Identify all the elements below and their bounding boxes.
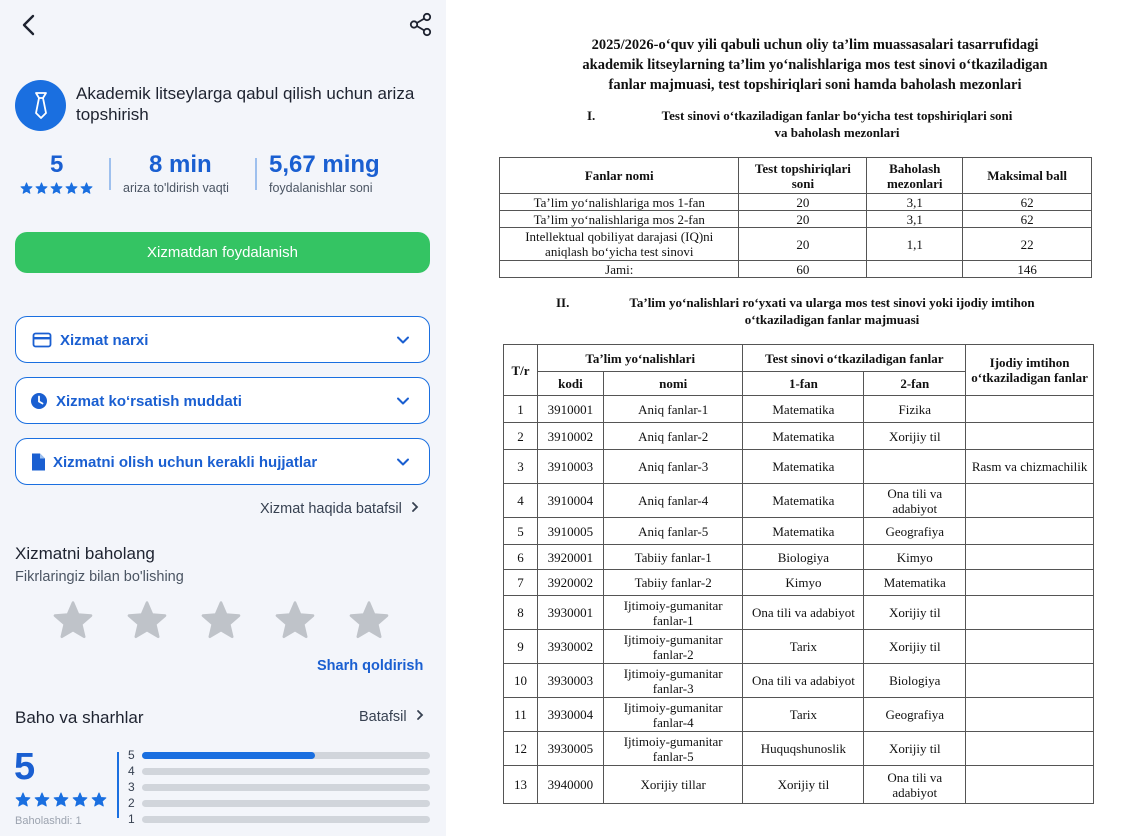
accordion-duration[interactable] — [15, 377, 430, 424]
reviews-more-link[interactable] — [359, 709, 425, 725]
chevron-right-icon — [410, 501, 420, 513]
document-title — [490, 35, 1130, 95]
top-bar — [0, 0, 446, 50]
chevron-down-icon — [395, 332, 411, 348]
service-details-link[interactable] — [260, 501, 420, 517]
stat-divider — [255, 158, 257, 190]
section-2-number: II. — [556, 295, 570, 310]
distribution-label: 1 — [128, 812, 135, 826]
star-icon — [200, 600, 242, 642]
time-label: ariza to'ldirish vaqti — [123, 181, 229, 195]
use-service-button[interactable]: Xizmatdan foydalanish — [15, 232, 430, 273]
star-icon — [65, 182, 78, 195]
cell: 62 — [963, 194, 1092, 211]
table-row — [504, 596, 1094, 630]
table-header-row — [504, 345, 1094, 372]
section-1-number: I. — [587, 108, 596, 123]
cell: 20 — [739, 194, 867, 211]
table-row — [504, 766, 1094, 804]
cell: Matematika — [743, 484, 864, 518]
rate-star-3[interactable] — [200, 600, 244, 642]
cell: 6 — [504, 545, 538, 570]
cell: 5 — [504, 518, 538, 545]
cell: 3,1 — [867, 211, 963, 228]
stat-rating — [20, 150, 93, 195]
cell: 3930004 — [537, 698, 603, 732]
rate-stars — [52, 600, 402, 644]
distribution-row — [128, 796, 433, 812]
header-task-count: Test topshiriqlari soni — [739, 158, 867, 194]
section-2-heading — [592, 294, 1072, 328]
table-row — [504, 396, 1094, 423]
cell: Huquqshunoslik — [743, 732, 864, 766]
heading-line: o‘tkaziladigan fanlar majmuasi — [744, 312, 920, 327]
cell: Matematika — [743, 396, 864, 423]
cell: 13 — [504, 766, 538, 804]
heading-line: va baholash mezonlari — [774, 125, 900, 140]
cell: 1 — [504, 396, 538, 423]
table-row — [500, 211, 1092, 228]
cell: Xorijiy til — [864, 596, 966, 630]
heading-line: Ta’lim yo‘nalishlari ro‘yxati va ularga mos test sinovi yoki ijodiy imtihon — [629, 295, 1035, 310]
usage-value: 5,67 ming — [269, 151, 380, 178]
header-tr: T/r — [504, 345, 538, 396]
service-title: Akademik litseylarga qabul qilish uchun ariza topshirish — [76, 84, 415, 124]
accordion-label: Xizmatni olish uchun kerakli hujjatlar — [53, 454, 318, 471]
stat-usage — [269, 150, 380, 195]
cell: 3 — [504, 450, 538, 484]
cell: Ijtimoiy-gumanitar fanlar-5 — [603, 732, 743, 766]
header-subjects: Fanlar nomi — [500, 158, 739, 194]
cell: 12 — [504, 732, 538, 766]
header-fan2: 2-fan — [864, 372, 966, 396]
cell: 3910005 — [537, 518, 603, 545]
cell: 3910002 — [537, 423, 603, 450]
cell: Tarix — [743, 698, 864, 732]
reviews-more-label: Batafsil — [359, 709, 407, 725]
test-criteria-table — [499, 157, 1092, 278]
share-icon[interactable] — [406, 10, 436, 40]
average-score: 5 — [14, 746, 36, 788]
cell: Ijtimoiy-gumanitar fanlar-2 — [603, 630, 743, 664]
card-icon — [32, 331, 52, 349]
cell — [966, 664, 1094, 698]
table-row — [504, 732, 1094, 766]
cell: 3910004 — [537, 484, 603, 518]
table-row — [504, 570, 1094, 596]
distribution-bar — [142, 768, 430, 775]
reviews-title: Baho va sharhlar — [15, 708, 144, 727]
rate-star-1[interactable] — [52, 600, 96, 642]
cell: Ona tili va adabiyot — [864, 766, 966, 804]
star-icon — [80, 182, 93, 195]
leave-comment-link[interactable]: Sharh qoldirish — [317, 658, 424, 674]
cell: Fizika — [864, 396, 966, 423]
distribution-row — [128, 812, 433, 828]
accordion-label: Xizmat narxi — [60, 332, 149, 349]
accordion-documents[interactable] — [15, 438, 430, 485]
cell: Aniq fanlar-4 — [603, 484, 743, 518]
cell: Xorijiy tillar — [603, 766, 743, 804]
table-row — [504, 664, 1094, 698]
cell: 9 — [504, 630, 538, 664]
cell: Xorijiy til — [743, 766, 864, 804]
cell — [966, 570, 1094, 596]
cell: Xorijiy til — [864, 423, 966, 450]
cell — [864, 450, 966, 484]
cell: Tarix — [743, 630, 864, 664]
rate-title: Xizmatni baholang — [15, 544, 155, 563]
cell: 60 — [739, 261, 867, 278]
rate-star-5[interactable] — [348, 600, 392, 642]
cell: 20 — [739, 211, 867, 228]
cell: Matematika — [864, 570, 966, 596]
cell: 62 — [963, 211, 1092, 228]
service-details-label: Xizmat haqida batafsil — [260, 501, 402, 517]
cell: 3930003 — [537, 664, 603, 698]
cell: Intellektual qobiliyat darajasi (IQ)ni aniqlash bo‘yicha test sinovi — [500, 228, 739, 261]
cell: Tabiiy fanlar-1 — [603, 545, 743, 570]
average-stars — [15, 792, 107, 808]
distribution-row — [128, 748, 433, 764]
rate-star-2[interactable] — [126, 600, 170, 642]
cell: Ona tili va adabiyot — [743, 664, 864, 698]
cell — [966, 766, 1094, 804]
cell: 2 — [504, 423, 538, 450]
cell: Matematika — [743, 450, 864, 484]
cell: 3930002 — [537, 630, 603, 664]
distribution-row — [128, 780, 433, 796]
table-row — [504, 484, 1094, 518]
table-row — [500, 194, 1092, 211]
title-line: fanlar majmuasi, test topshiriqlari soni hamda baholash mezonlari — [608, 77, 1022, 93]
cell: Geografiya — [864, 518, 966, 545]
cell: 10 — [504, 664, 538, 698]
cell: 3920002 — [537, 570, 603, 596]
distribution-bar — [142, 816, 430, 823]
title-line: 2025/2026-o‘quv yili qabuli uchun oliy ta’lim muassasalari tasarrufidagi — [591, 37, 1039, 53]
header-test-subjects: Test sinovi o‘tkaziladigan fanlar — [743, 345, 966, 372]
cell — [966, 518, 1094, 545]
chevron-down-icon — [395, 393, 411, 409]
cell — [966, 630, 1094, 664]
cell: Ta’lim yo‘nalishlariga mos 2-fan — [500, 211, 739, 228]
distribution-bar — [142, 784, 430, 791]
cell — [966, 545, 1094, 570]
cell: Tabiiy fanlar-2 — [603, 570, 743, 596]
cell: Matematika — [743, 518, 864, 545]
rating-distribution — [128, 748, 433, 828]
section-1-heading — [622, 107, 1052, 141]
distribution-fill — [142, 752, 315, 759]
cell: 4 — [504, 484, 538, 518]
table-row — [504, 423, 1094, 450]
cell — [867, 261, 963, 278]
cell — [966, 484, 1094, 518]
cell: Xorijiy til — [864, 732, 966, 766]
cell: Biologiya — [864, 664, 966, 698]
title-line: akademik litseylarning ta’lim yo‘nalishlariga mos test sinovi o‘tkaziladigan — [582, 57, 1048, 73]
cell — [966, 596, 1094, 630]
back-icon[interactable] — [14, 10, 44, 40]
stat-divider — [109, 158, 111, 190]
cell — [966, 732, 1094, 766]
table-header-row — [500, 158, 1092, 194]
cell: 1,1 — [867, 228, 963, 261]
star-icon — [35, 182, 48, 195]
star-icon — [348, 600, 390, 642]
table-row — [504, 450, 1094, 484]
cell: Aniq fanlar-3 — [603, 450, 743, 484]
star-icon — [52, 600, 94, 642]
document-icon — [29, 453, 49, 471]
cell — [966, 396, 1094, 423]
service-logo — [15, 80, 66, 131]
star-icon — [72, 792, 88, 808]
star-icon — [20, 182, 33, 195]
header-code: kodi — [537, 372, 603, 396]
cell: 11 — [504, 698, 538, 732]
directions-table — [503, 344, 1094, 804]
distribution-label: 5 — [128, 748, 135, 762]
cell: Biologiya — [743, 545, 864, 570]
table-row — [500, 228, 1092, 261]
cell: 3920001 — [537, 545, 603, 570]
table-total-row — [500, 261, 1092, 278]
service-header — [15, 78, 435, 134]
cell: 3910003 — [537, 450, 603, 484]
star-icon — [91, 792, 107, 808]
cell: 20 — [739, 228, 867, 261]
table-row — [504, 630, 1094, 664]
cell: Aniq fanlar-5 — [603, 518, 743, 545]
cell: Ta’lim yo‘nalishlariga mos 1-fan — [500, 194, 739, 211]
chevron-right-icon — [415, 709, 425, 721]
star-icon — [15, 792, 31, 808]
cell: 22 — [963, 228, 1092, 261]
tie-icon — [28, 91, 54, 121]
cell: Xorijiy til — [864, 630, 966, 664]
cell: 146 — [963, 261, 1092, 278]
cell: Rasm va chizmachilik — [966, 450, 1094, 484]
accordion-label: Xizmat ko‘rsatish muddati — [56, 393, 242, 410]
cell: 3910001 — [537, 396, 603, 423]
table-row — [504, 698, 1094, 732]
table-row — [504, 518, 1094, 545]
cell: Kimyo — [743, 570, 864, 596]
document-page — [446, 0, 1130, 836]
star-icon — [53, 792, 69, 808]
cell: Ona tili va adabiyot — [864, 484, 966, 518]
cell: 3930005 — [537, 732, 603, 766]
star-icon — [274, 600, 316, 642]
usage-label: foydalanishlar soni — [269, 181, 373, 195]
star-icon — [50, 182, 63, 195]
header-criteria: Baholash mezonlari — [867, 158, 963, 194]
cell: Jami: — [500, 261, 739, 278]
distribution-row — [128, 764, 433, 780]
rate-subtitle: Fikrlaringiz bilan bo'lishing — [15, 569, 184, 585]
rating-value: 5 — [50, 151, 64, 178]
score-divider — [117, 752, 119, 818]
service-stats — [0, 150, 446, 200]
time-value: 8 min — [149, 151, 212, 178]
cell: 3930001 — [537, 596, 603, 630]
cell: Ijtimoiy-gumanitar fanlar-1 — [603, 596, 743, 630]
accordion-price[interactable] — [15, 316, 430, 363]
cell: 8 — [504, 596, 538, 630]
directions-table-body — [504, 396, 1094, 804]
cell: 3,1 — [867, 194, 963, 211]
chevron-down-icon — [395, 454, 411, 470]
stat-time — [123, 150, 229, 195]
cell: Ona tili va adabiyot — [743, 596, 864, 630]
cell: Ijtimoiy-gumanitar fanlar-3 — [603, 664, 743, 698]
cell — [966, 423, 1094, 450]
star-icon — [126, 600, 168, 642]
cell: 7 — [504, 570, 538, 596]
cell: Aniq fanlar-2 — [603, 423, 743, 450]
rating-stars — [20, 182, 93, 195]
header-creative: Ijodiy imtihon o‘tkaziladigan fanlar — [966, 345, 1094, 396]
distribution-label: 4 — [128, 764, 135, 778]
distribution-label: 3 — [128, 780, 135, 794]
distribution-bar — [142, 800, 430, 807]
header-name: nomi — [603, 372, 743, 396]
cell: Ijtimoiy-gumanitar fanlar-4 — [603, 698, 743, 732]
star-icon — [34, 792, 50, 808]
header-max-score: Maksimal ball — [963, 158, 1092, 194]
cell: Kimyo — [864, 545, 966, 570]
rated-count: Baholashdi: 1 — [15, 815, 82, 827]
cell — [966, 698, 1094, 732]
service-panel — [0, 0, 446, 836]
distribution-label: 2 — [128, 796, 135, 810]
heading-line: Test sinovi o‘tkaziladigan fanlar bo‘yicha test topshiriqlari soni — [661, 108, 1013, 123]
distribution-bar — [142, 752, 430, 759]
cell: Geografiya — [864, 698, 966, 732]
header-directions: Ta’lim yo‘nalishlari — [537, 345, 743, 372]
clock-icon — [30, 392, 50, 410]
cell: Matematika — [743, 423, 864, 450]
table-row — [504, 545, 1094, 570]
header-fan1: 1-fan — [743, 372, 864, 396]
cell: 3940000 — [537, 766, 603, 804]
cell: Aniq fanlar-1 — [603, 396, 743, 423]
rate-star-4[interactable] — [274, 600, 318, 642]
